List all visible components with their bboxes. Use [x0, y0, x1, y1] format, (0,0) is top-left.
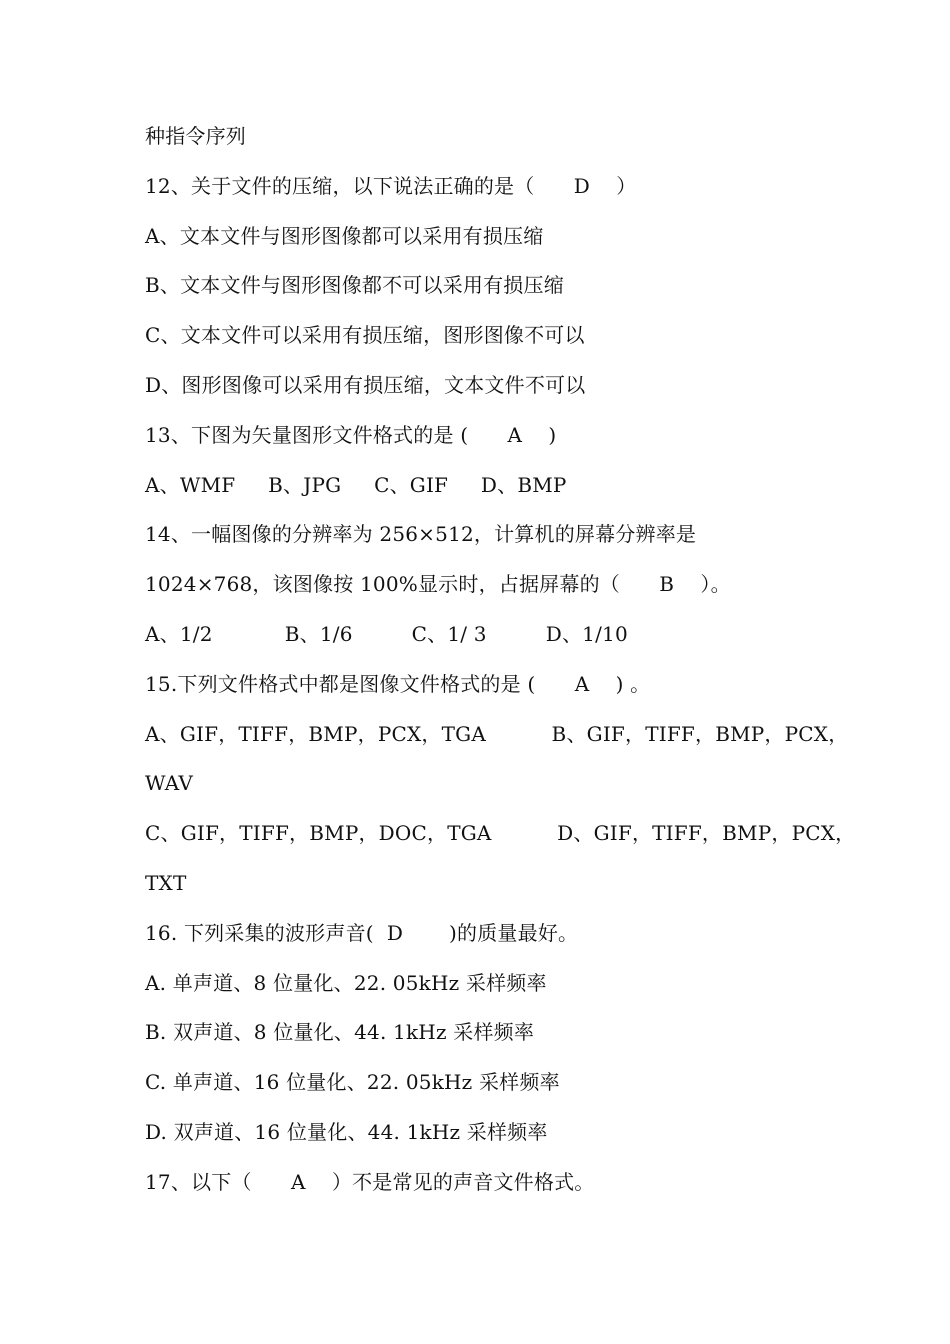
text-line-continuation: 种指令序列: [145, 124, 246, 148]
q12-option-d: D、图形图像可以采用有损压缩，文本文件不可以: [145, 372, 586, 397]
q12-option-a: A、文本文件与图形图像都可以采用有损压缩: [145, 223, 544, 248]
document-body: [145, 112, 856, 1208]
question-13: 13、下图为矢量图形文件格式的是 ( A ): [145, 422, 557, 447]
q15-option-b-continuation: WAV: [145, 771, 194, 796]
q15-option-d-continuation: TXT: [145, 870, 187, 895]
q16-option-b: B. 双声道、8 位量化、44. 1kHz 采样频率: [145, 1020, 535, 1045]
q12-option-b: B、文本文件与图形图像都不可以采用有损压缩: [145, 273, 564, 298]
q14-options: A、1/2 B、1/6 C、1/ 3 D、1/10: [145, 621, 628, 646]
question-16: 16. 下列采集的波形声音( D )的质量最好。: [145, 920, 579, 945]
question-17: 17、以下（ A ）不是常见的声音文件格式。: [145, 1169, 595, 1194]
q12-option-c: C、文本文件可以采用有损压缩，图形图像不可以: [145, 323, 585, 348]
q13-options: A、WMF B、JPG C、GIF D、BMP: [145, 472, 567, 497]
question-15: 15.下列文件格式中都是图像文件格式的是 ( A ) 。: [145, 671, 651, 696]
question-14-part-2: 1024×768，该图像按 100%显示时，占据屏幕的（ B ）。: [145, 572, 731, 597]
q15-options-ab: A、GIF，TIFF，BMP，PCX，TGA B、GIF，TIFF，BMP，PCX，: [145, 721, 849, 746]
q15-options-cd: C、GIF，TIFF，BMP，DOC，TGA D、GIF，TIFF，BMP，PCX，: [145, 821, 856, 846]
q16-option-a: A. 单声道、8 位量化、22. 05kHz 采样频率: [145, 970, 547, 995]
question-14-part-1: 14、一幅图像的分辨率为 256×512，计算机的屏幕分辨率是: [145, 522, 697, 547]
question-12: 12、关于文件的压缩，以下说法正确的是（ D ）: [145, 173, 637, 198]
q16-option-d: D. 双声道、16 位量化、44. 1kHz 采样频率: [145, 1119, 548, 1144]
q16-option-c: C. 单声道、16 位量化、22. 05kHz 采样频率: [145, 1070, 560, 1095]
